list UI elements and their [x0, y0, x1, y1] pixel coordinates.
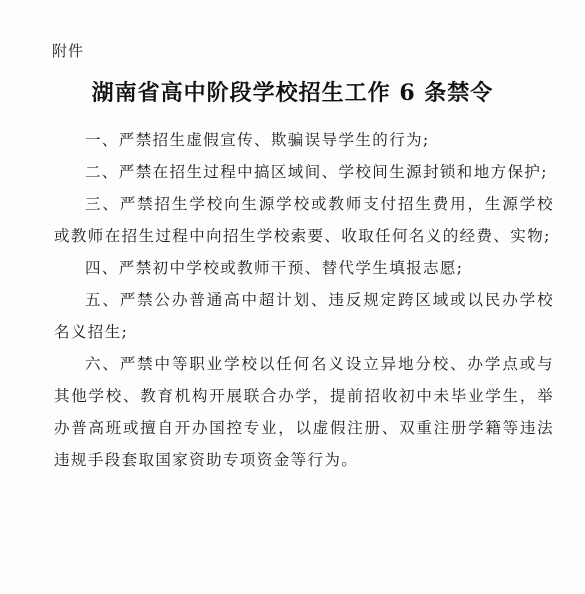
prohibition-item-6: 六、严禁中等职业学校以任何名义设立异地分校、办学点或与其他学校、教育机构开展联合办学，提前招收初中未毕业学生，举办普高班或擅自开办国控专业，以虚假注册、双重注册学籍等违法违规手段套取国家资助专项资金等行为。 — [54, 355, 554, 469]
document-body — [54, 124, 554, 476]
prohibition-item-5: 五、严禁公办普通高中超计划、违反规定跨区域或以民办学校名义招生; — [54, 291, 554, 341]
prohibition-item-1: 一、严禁招生虚假宣传、欺骗误导学生的行为; — [85, 131, 430, 149]
prohibition-item-3: 三、严禁招生学校向生源学校或教师支付招生费用，生源学校或教师在招生过程中向招生学校索要、收取任何名义的经费、实物; — [54, 195, 554, 245]
prohibition-item-4: 四、严禁初中学校或教师干预、替代学生填报志愿; — [85, 259, 464, 277]
document-title: 湖南省高中阶段学校招生工作 6 条禁令 — [91, 80, 494, 106]
attachment-label: 附件 — [52, 42, 85, 60]
prohibition-item-2: 二、严禁在招生过程中搞区域间、学校间生源封锁和地方保护; — [85, 163, 548, 181]
